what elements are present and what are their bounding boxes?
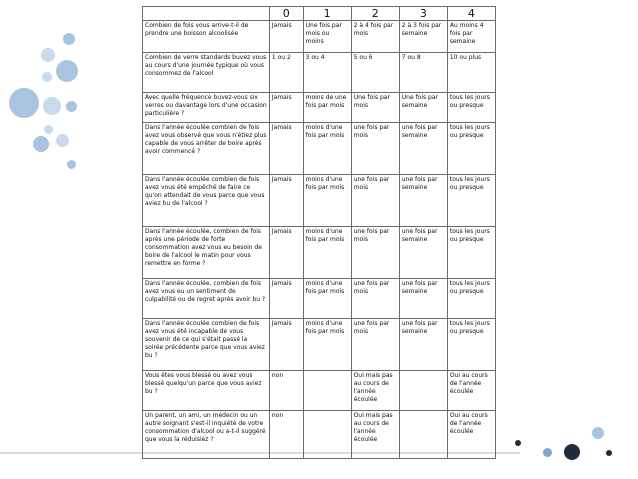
question-cell: Vous êtes vous blessé ou avez vous blessé quelqu'un parce que vous aviez bu ?: [143, 371, 270, 411]
decor-circle: [63, 33, 75, 45]
answer-cell: Jamais: [269, 123, 303, 175]
answer-cell: Une fois par mois ou moins: [303, 21, 351, 53]
table-row: [143, 21, 496, 53]
answer-cell: Oui au cours de l'année écoulée: [447, 371, 495, 411]
answer-cell: Jamais: [269, 175, 303, 227]
decor-circle: [66, 101, 77, 112]
answer-cell: Une fois par mois: [351, 93, 399, 123]
answer-cell: moins d'une fois par mois: [303, 279, 351, 319]
audit-questionnaire-table: [142, 6, 496, 459]
table-row: [143, 279, 496, 319]
decor-dot: [592, 427, 604, 439]
answer-cell: 1 ou 2: [269, 53, 303, 93]
answer-cell: une fois par semaine: [399, 175, 447, 227]
decor-circle: [42, 72, 52, 82]
decor-dot: [564, 444, 580, 460]
header-cell: 3: [399, 7, 447, 21]
decor-circle: [33, 136, 49, 152]
question-cell: Un parent, un ami, un médecin ou un autre soignant s'est-il inquiété de votre consommation d'alcool ou a-t-il suggéré que vous la réduisiez ?: [143, 411, 270, 459]
answer-cell: Jamais: [269, 93, 303, 123]
answer-cell: une fois par semaine: [399, 123, 447, 175]
answer-cell: non: [269, 411, 303, 459]
answer-cell: moins d'une fois par mois: [303, 123, 351, 175]
answer-cell: 10 ou plus: [447, 53, 495, 93]
answer-cell: Une fois par semaine: [399, 93, 447, 123]
answer-cell: 2 à 4 fois par mois: [351, 21, 399, 53]
table-row: [143, 123, 496, 175]
table-row: [143, 411, 496, 459]
answer-cell: [399, 411, 447, 459]
answer-cell: une fois par semaine: [399, 279, 447, 319]
answer-cell: une fois par mois: [351, 279, 399, 319]
answer-cell: moins d'une fois par mois: [303, 175, 351, 227]
answer-cell: Jamais: [269, 279, 303, 319]
question-cell: Dans l'année écoulée combien de fois avez vous observé que vous n'étiez plus capable de vous arrêter de boire après avoir commencé ?: [143, 123, 270, 175]
answer-cell: moins de une fois par mois: [303, 93, 351, 123]
question-cell: Combien de verre standards buvez vous au cours d'une journée typique où vous consommez de l'alcool: [143, 53, 270, 93]
decor-circle: [56, 134, 69, 147]
header-cell: 2: [351, 7, 399, 21]
answer-cell: 3 ou 4: [303, 53, 351, 93]
answer-cell: une fois par mois: [351, 123, 399, 175]
answer-cell: tous les jours ou presque: [447, 319, 495, 371]
decor-circle: [44, 125, 53, 134]
question-cell: Dans l'année écoulée, combien de fois avez vous eu un sentiment de culpabilité ou de regret après avoir bu ?: [143, 279, 270, 319]
question-cell: Combien de fois vous arrive-t-il de prendre une boisson alcoolisée: [143, 21, 270, 53]
table-row: [143, 53, 496, 93]
table-row: [143, 227, 496, 279]
question-cell: Dans l'année écoulée combien de fois avez vous été incapable de vous souvenir de ce qui s'était passé la soirée précédente parce que vous aviez bu ?: [143, 319, 270, 371]
answer-cell: tous les jours ou presque: [447, 175, 495, 227]
answer-cell: [399, 371, 447, 411]
decor-dot: [543, 448, 552, 457]
header-cell: 4: [447, 7, 495, 21]
answer-cell: Jamais: [269, 319, 303, 371]
decor-circle: [43, 97, 61, 115]
answer-cell: tous les jours ou presque: [447, 123, 495, 175]
answer-cell: Jamais: [269, 227, 303, 279]
answer-cell: Jamais: [269, 21, 303, 53]
table-row: [143, 93, 496, 123]
decor-dot: [606, 450, 612, 456]
answer-cell: une fois par semaine: [399, 319, 447, 371]
answer-cell: Au moins 4 fois par semaine: [447, 21, 495, 53]
decor-circle: [9, 88, 39, 118]
decor-circle: [56, 60, 78, 82]
answer-cell: Oui au cours de l'année écoulée: [447, 411, 495, 459]
table-row: [143, 319, 496, 371]
header-cell: 1: [303, 7, 351, 21]
table-row: [143, 175, 496, 227]
decor-circle: [67, 160, 76, 169]
answer-cell: une fois par mois: [351, 227, 399, 279]
answer-cell: une fois par mois: [351, 319, 399, 371]
decor-circle: [41, 48, 55, 62]
answer-cell: 5 ou 6: [351, 53, 399, 93]
decor-dot: [515, 440, 521, 446]
answer-cell: tous les jours ou presque: [447, 93, 495, 123]
answer-cell: Oui mais pas au cours de l'année écoulée: [351, 371, 399, 411]
question-cell: Dans l'année écoulée, combien de fois après une période de forte consommation avez vous eu besoin de boire de l'alcool le matin pour vous remettre en forme ?: [143, 227, 270, 279]
answer-cell: moins d'une fois par mois: [303, 227, 351, 279]
answer-cell: [303, 371, 351, 411]
table-header-row: [143, 7, 496, 21]
answer-cell: tous les jours ou presque: [447, 227, 495, 279]
table-row: [143, 371, 496, 411]
question-cell: Dans l'année écoulée combien de fois avez vous été empêché de faire ce qu'on attendait de vous parce que vous aviez bu de l'alcool ?: [143, 175, 270, 227]
answer-cell: non: [269, 371, 303, 411]
answer-cell: une fois par semaine: [399, 227, 447, 279]
answer-cell: Oui mais pas au cours de l'année écoulée: [351, 411, 399, 459]
answer-cell: 2 à 3 fois par semaine: [399, 21, 447, 53]
answer-cell: une fois par mois: [351, 175, 399, 227]
answer-cell: moins d'une fois par mois: [303, 319, 351, 371]
answer-cell: tous les jours ou presque: [447, 279, 495, 319]
answer-cell: [303, 411, 351, 459]
answer-cell: 7 ou 8: [399, 53, 447, 93]
question-cell: Avec quelle fréquence buvez-vous six verres ou davantage lors d'une occasion particulière ?: [143, 93, 270, 123]
header-cell: [143, 7, 270, 21]
header-cell: 0: [269, 7, 303, 21]
